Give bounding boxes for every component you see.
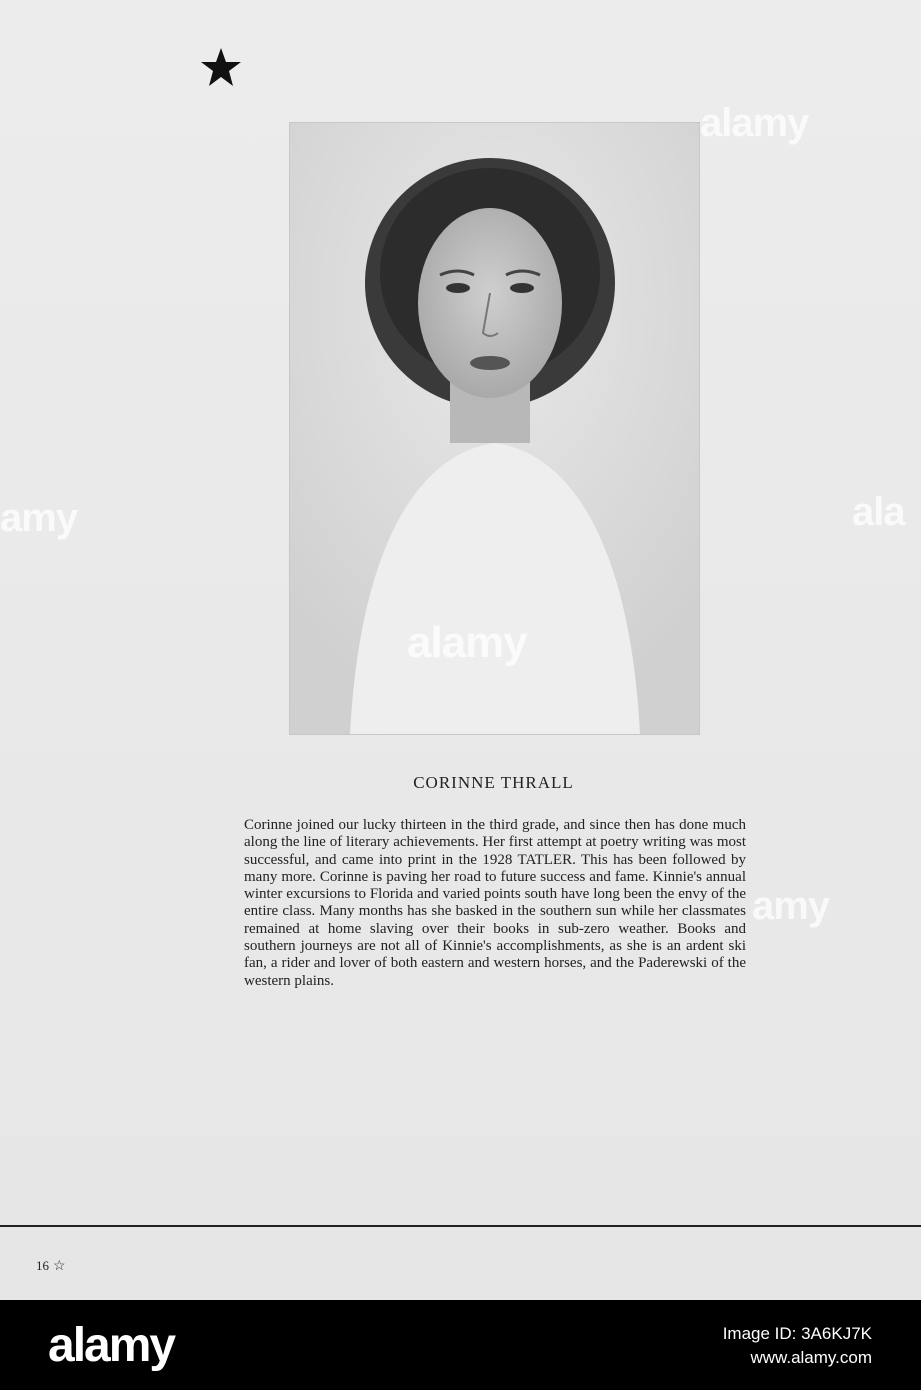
black-star-icon xyxy=(199,46,243,90)
watermark: ala xyxy=(852,490,905,534)
image-id: Image ID: 3A6KJ7K xyxy=(722,1324,872,1343)
watermark: alamy xyxy=(407,618,527,667)
student-bio: Corinne joined our lucky thirteen in the third grade, and since then has done much along the line of literary achievements. Her first attempt at poetry writing was most successful, and came into print in the 1928 TATLER. This has been followed by many more. Corinne is paving her road to future success and fame. Kinnie's annual winter excursions to Florida and varied points south have long been the envy of the entire class. Many months has she basked in the southern sun while her classmates remained at home slaving over their books in sub-zero weather. Books and southern journeys are not all of Kinnie's accomplishments, as she is an ardent ski fan, a rider and lover of both eastern and western horses, and the Paderewski of the western plains. xyxy=(244,817,746,989)
site-url: www.alamy.com xyxy=(750,1348,872,1367)
watermark: amy xyxy=(752,884,830,928)
page-number-text: 16 xyxy=(36,1258,49,1273)
footer-rule xyxy=(0,1225,921,1227)
watermark: amy xyxy=(0,496,78,540)
alamy-logo: alamy xyxy=(48,1319,175,1372)
student-name: CORINNE THRALL xyxy=(413,773,574,792)
page-number xyxy=(36,1258,66,1275)
outline-star-icon: ☆ xyxy=(53,1259,66,1274)
watermark: alamy xyxy=(700,101,809,145)
image-id-block xyxy=(723,1322,872,1370)
